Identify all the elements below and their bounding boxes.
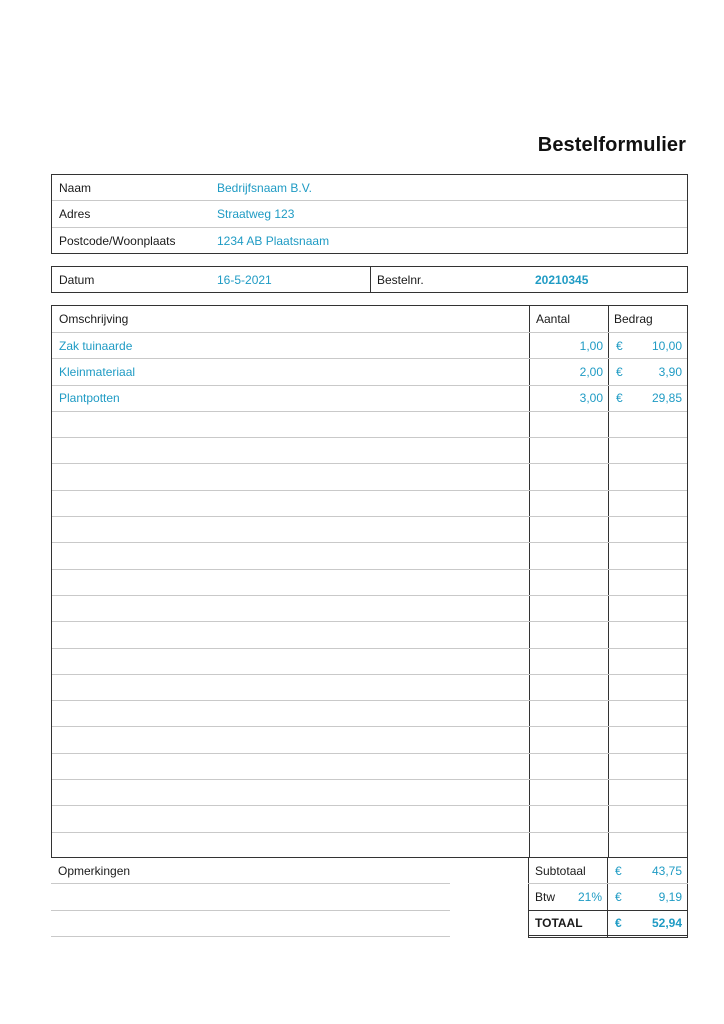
item-amount[interactable]: 10,00: [651, 338, 682, 353]
total-currency: €: [615, 916, 622, 930]
header-amount: Bedrag: [614, 312, 653, 326]
item-description[interactable]: Kleinmateriaal: [59, 364, 136, 379]
remarks-line-3[interactable]: [51, 911, 450, 937]
table-row[interactable]: [52, 649, 687, 675]
table-row[interactable]: [52, 412, 687, 438]
table-row[interactable]: [52, 465, 687, 491]
city-value[interactable]: 1234 AB Plaatsnaam: [217, 234, 330, 248]
item-quantity[interactable]: 3,00: [579, 391, 603, 406]
item-amount[interactable]: 3,90: [658, 364, 682, 379]
table-row[interactable]: [52, 543, 687, 569]
date-label: Datum: [59, 272, 95, 287]
table-row[interactable]: [52, 622, 687, 648]
table-row[interactable]: [52, 701, 687, 727]
header-quantity: Aantal: [536, 312, 571, 326]
header-description: Omschrijving: [59, 312, 129, 326]
remarks-line-1[interactable]: [51, 858, 450, 884]
vat-label: Btw: [535, 890, 556, 904]
table-row[interactable]: [52, 359, 687, 385]
table-row[interactable]: [52, 754, 687, 780]
table-row[interactable]: [52, 491, 687, 517]
total-label: TOTAAL: [535, 916, 583, 930]
items-table: [51, 305, 688, 858]
customer-address-row: [52, 201, 687, 228]
vat-currency: €: [615, 890, 622, 904]
name-label: Naam: [59, 180, 92, 195]
subtotal-row: [528, 858, 688, 884]
name-value[interactable]: Bedrijfsnaam B.V.: [217, 180, 312, 195]
page-title: Bestelformulier: [537, 134, 686, 156]
table-row[interactable]: [52, 517, 687, 543]
address-label: Adres: [59, 207, 91, 221]
table-row[interactable]: [52, 833, 687, 859]
total-value: 52,94: [651, 916, 682, 930]
item-description[interactable]: Zak tuinaarde: [59, 338, 133, 353]
vat-row: [528, 884, 688, 911]
remarks-section: [51, 858, 450, 938]
remarks-label: Opmerkingen: [58, 863, 131, 878]
item-currency: €: [616, 364, 623, 379]
table-row[interactable]: [52, 675, 687, 701]
order-number-value[interactable]: 20210345: [535, 272, 589, 287]
item-quantity[interactable]: 2,00: [579, 364, 603, 379]
vat-value: 9,19: [658, 890, 682, 904]
remarks-line-2[interactable]: [51, 884, 450, 911]
item-description[interactable]: Plantpotten: [59, 391, 120, 406]
totals-section: [528, 858, 688, 938]
subtotal-value: 43,75: [651, 863, 682, 878]
customer-name-row: [52, 175, 687, 201]
table-row[interactable]: [52, 728, 687, 754]
table-row[interactable]: [52, 596, 687, 622]
meta-divider: [370, 267, 371, 292]
item-quantity[interactable]: 1,00: [579, 338, 603, 353]
table-row[interactable]: [52, 438, 687, 464]
address-value[interactable]: Straatweg 123: [217, 207, 295, 221]
table-row[interactable]: [52, 386, 687, 412]
customer-city-row: [52, 228, 687, 254]
date-value[interactable]: 16-5-2021: [217, 272, 272, 287]
table-row[interactable]: [52, 806, 687, 832]
subtotal-currency: €: [615, 863, 622, 878]
order-meta-box: [51, 266, 688, 293]
city-label: Postcode/Woonplaats: [59, 234, 176, 248]
table-row[interactable]: [52, 780, 687, 806]
items-header-row: [52, 306, 687, 333]
subtotal-label: Subtotaal: [535, 863, 586, 878]
total-row: [528, 911, 688, 938]
item-currency: €: [616, 338, 623, 353]
table-row[interactable]: [52, 333, 687, 359]
item-amount[interactable]: 29,85: [651, 391, 682, 406]
customer-info-box: [51, 174, 688, 254]
table-row[interactable]: [52, 570, 687, 596]
item-currency: €: [616, 391, 623, 406]
vat-rate[interactable]: 21%: [577, 890, 602, 904]
order-number-label: Bestelnr.: [377, 272, 424, 287]
